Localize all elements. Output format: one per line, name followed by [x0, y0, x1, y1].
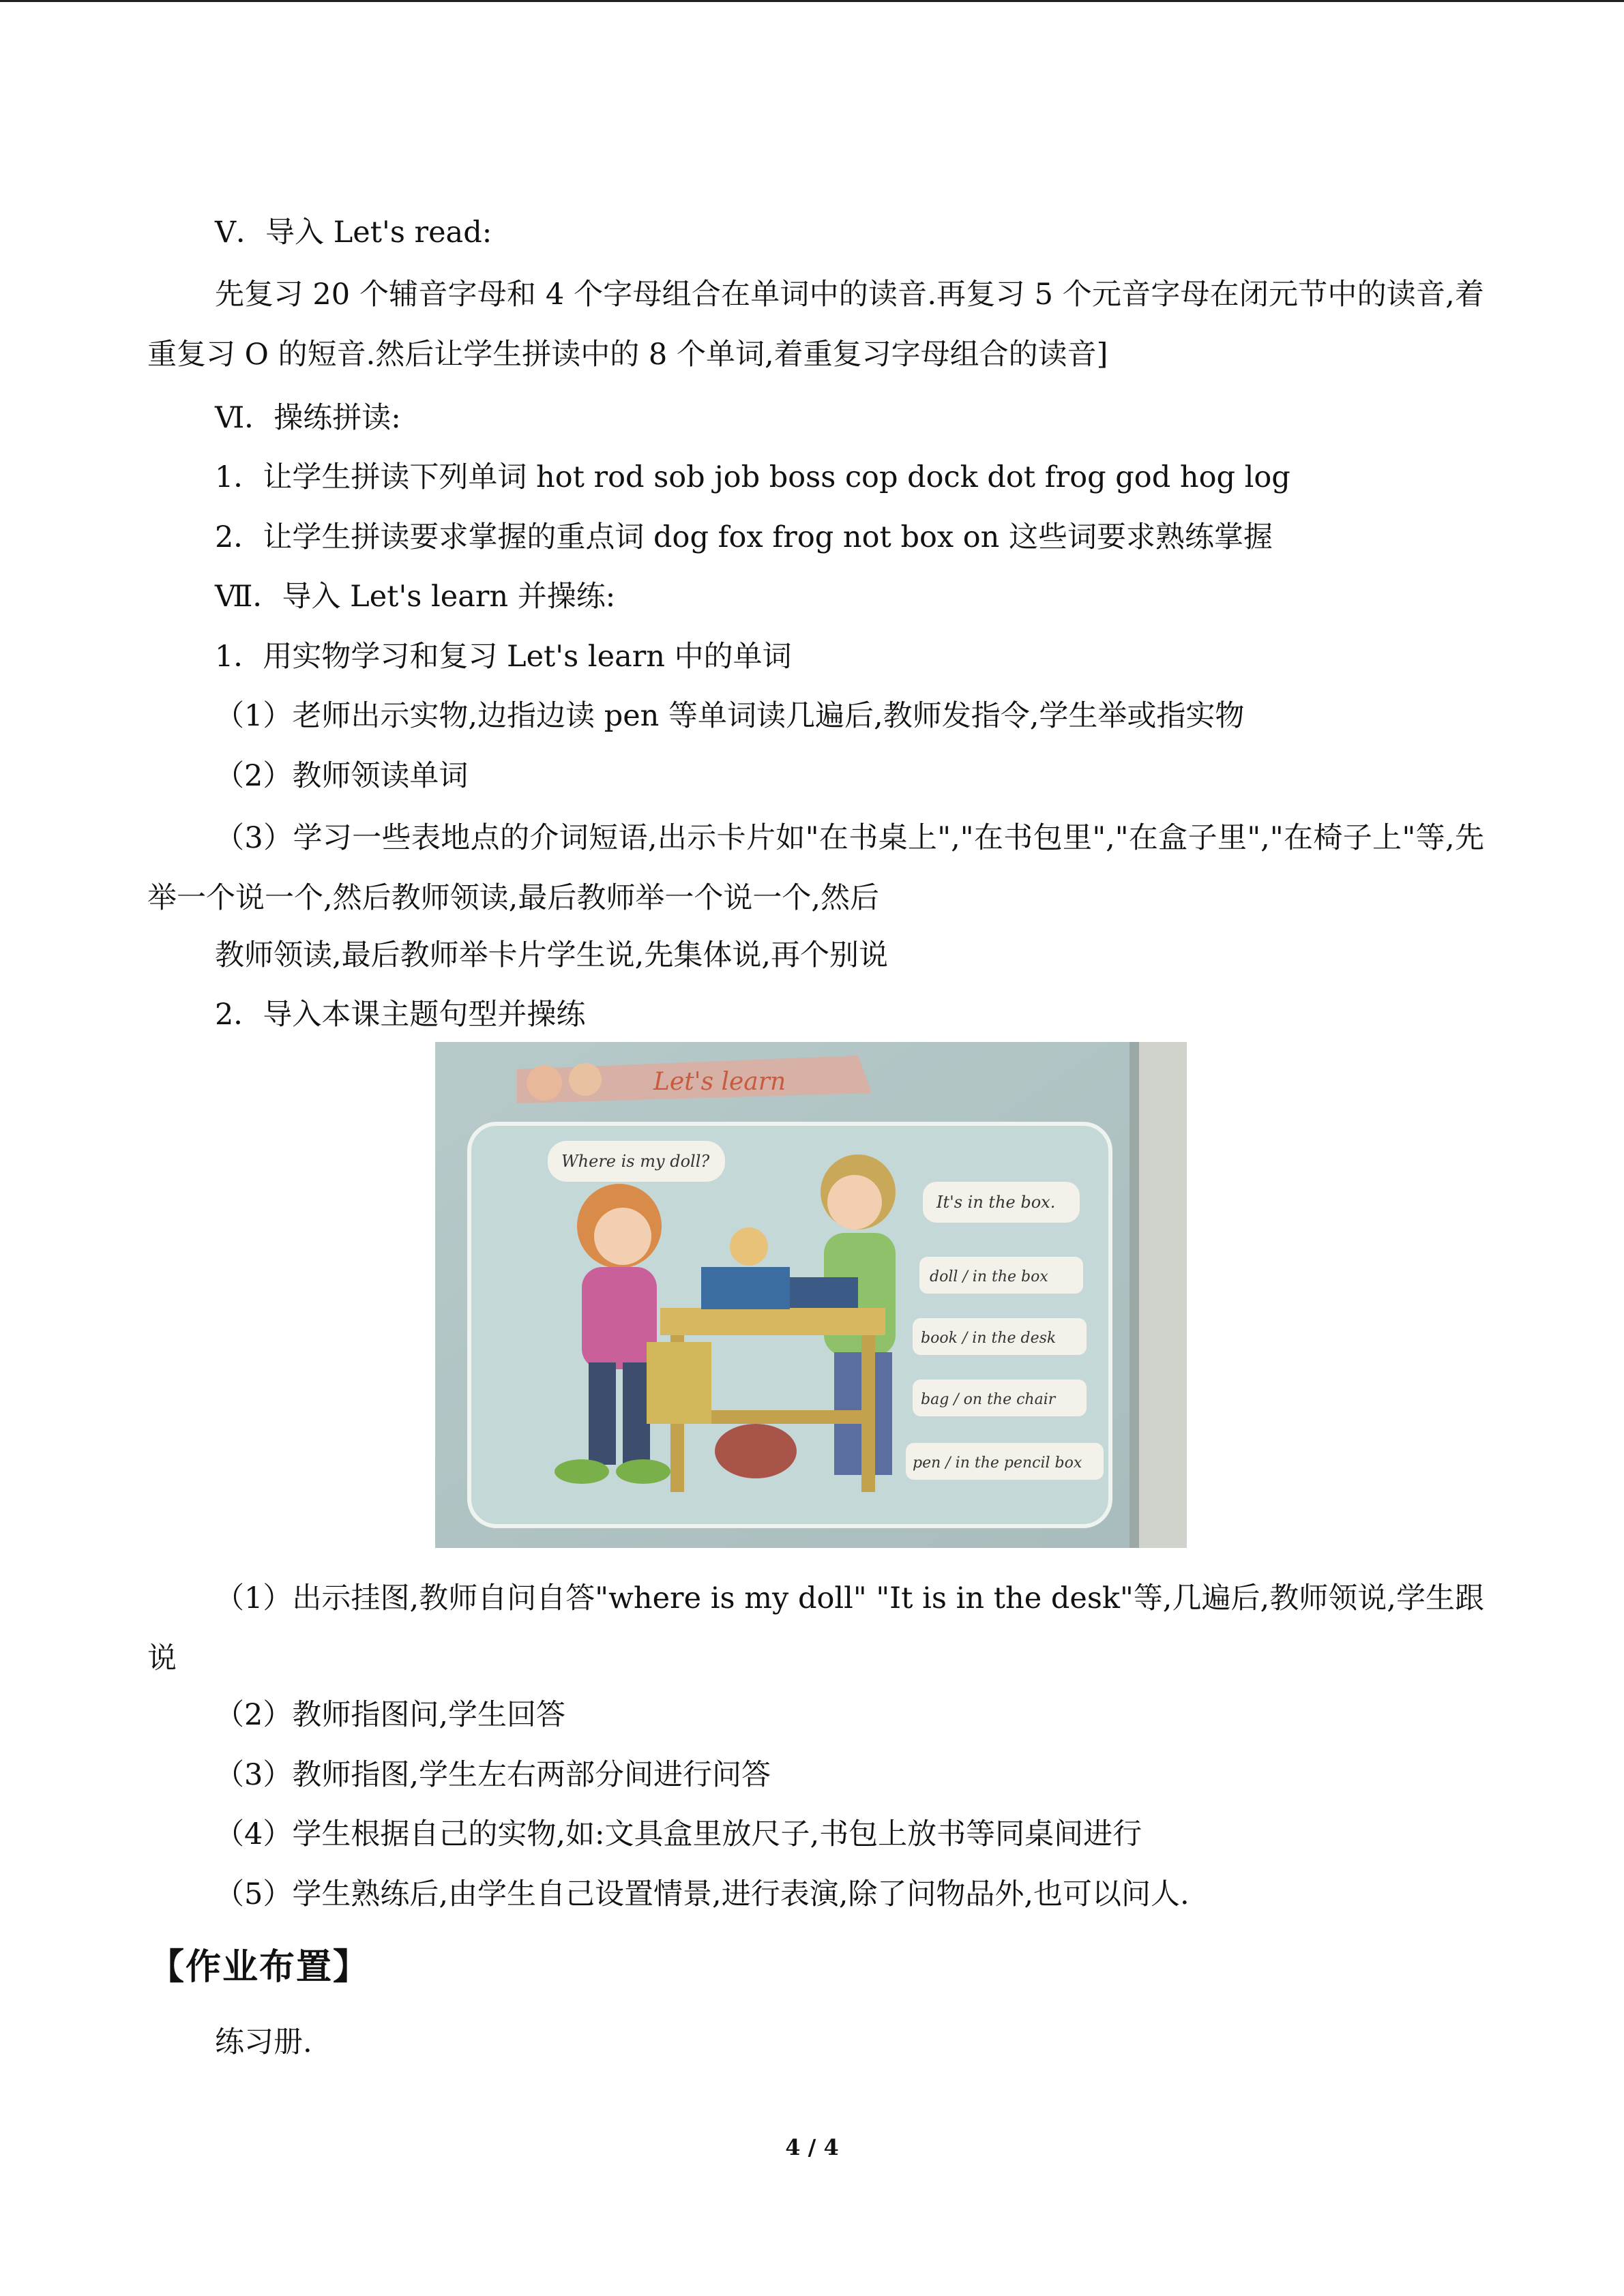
textbook-photo — [435, 1042, 1187, 1548]
practice-item-4: （4）学生根据自己的实物,如:文具盒里放尺子,书包上放书等同桌间进行 — [215, 1817, 1142, 1851]
practice-item-5: （5）学生熟练后,由学生自己设置情景,进行表演,除了问物品外,也可以问人. — [215, 1877, 1190, 1911]
list-item-2: 2．让学生拼读要求掌握的重点词 dog fox frog not box on 这些词要求熟练掌握 — [215, 520, 1273, 554]
list-item-learn-1: 1．用实物学习和复习 Let's learn 中的单词 — [215, 640, 792, 674]
card-2: book / in the desk — [921, 1330, 1057, 1347]
sub-item-1: （1）老师出示实物,边指边读 pen 等单词读几遍后,教师发指令,学生举或指实物 — [215, 699, 1245, 733]
sub-item-2: （2）教师领读单词 — [215, 759, 469, 793]
textbook-illustration — [435, 1042, 1187, 1548]
banner-label: Let's learn — [653, 1068, 786, 1096]
card-4: pen / in the pencil box — [913, 1455, 1082, 1472]
top-border — [0, 0, 1624, 2]
sub-item-3-cont: 教师领读,最后教师举卡片学生说,先集体说,再个别说 — [215, 938, 889, 972]
section-vi-heading: Ⅵ．操练拼读: — [215, 401, 401, 435]
homework-text: 练习册. — [215, 2025, 312, 2059]
list-item-1: 1．让学生拼读下列单词 hot rod sob job boss cop dock dot frog god hog log — [215, 460, 1290, 494]
card-3: bag / on the chair — [921, 1391, 1056, 1408]
speech-boy: It's in the box. — [936, 1193, 1056, 1212]
list-item-learn-2: 2．导入本课主题句型并操练 — [215, 998, 586, 1032]
practice-item-2: （2）教师指图问,学生回答 — [215, 1698, 566, 1732]
homework-heading: 【作业布置】 — [149, 1947, 370, 1988]
card-1: doll / in the box — [930, 1268, 1048, 1285]
section-v-heading: Ⅴ．导入 Let's read: — [215, 215, 492, 250]
paragraph-review: 先复习 20 个辅音字母和 4 个字母组合在单词中的读音.再复习 5 个元音字母在闭元节中的读音,着重复习 O 的短音.然后让学生拼读中的 8 个单词,着重复习字母组合的读音] — [147, 278, 1484, 372]
practice-item-1: （1）出示挂图,教师自问自答"where is my doll" "It is in the desk"等,几遍后,教师领说,学生跟说 — [147, 1581, 1484, 1675]
practice-item-3: （3）教师指图,学生左右两部分间进行问答 — [215, 1758, 771, 1792]
section-vii-heading: Ⅶ．导入 Let's learn 并操练: — [215, 580, 616, 614]
page-number: 4 / 4 — [785, 2134, 839, 2160]
speech-girl: Where is my doll? — [561, 1152, 710, 1171]
sub-item-3: （3）学习一些表地点的介词短语,出示卡片如"在书桌上","在书包里","在盒子里","在椅子上"等,先举一个说一个,然后教师领读,最后教师举一个说一个,然后 — [147, 821, 1484, 915]
